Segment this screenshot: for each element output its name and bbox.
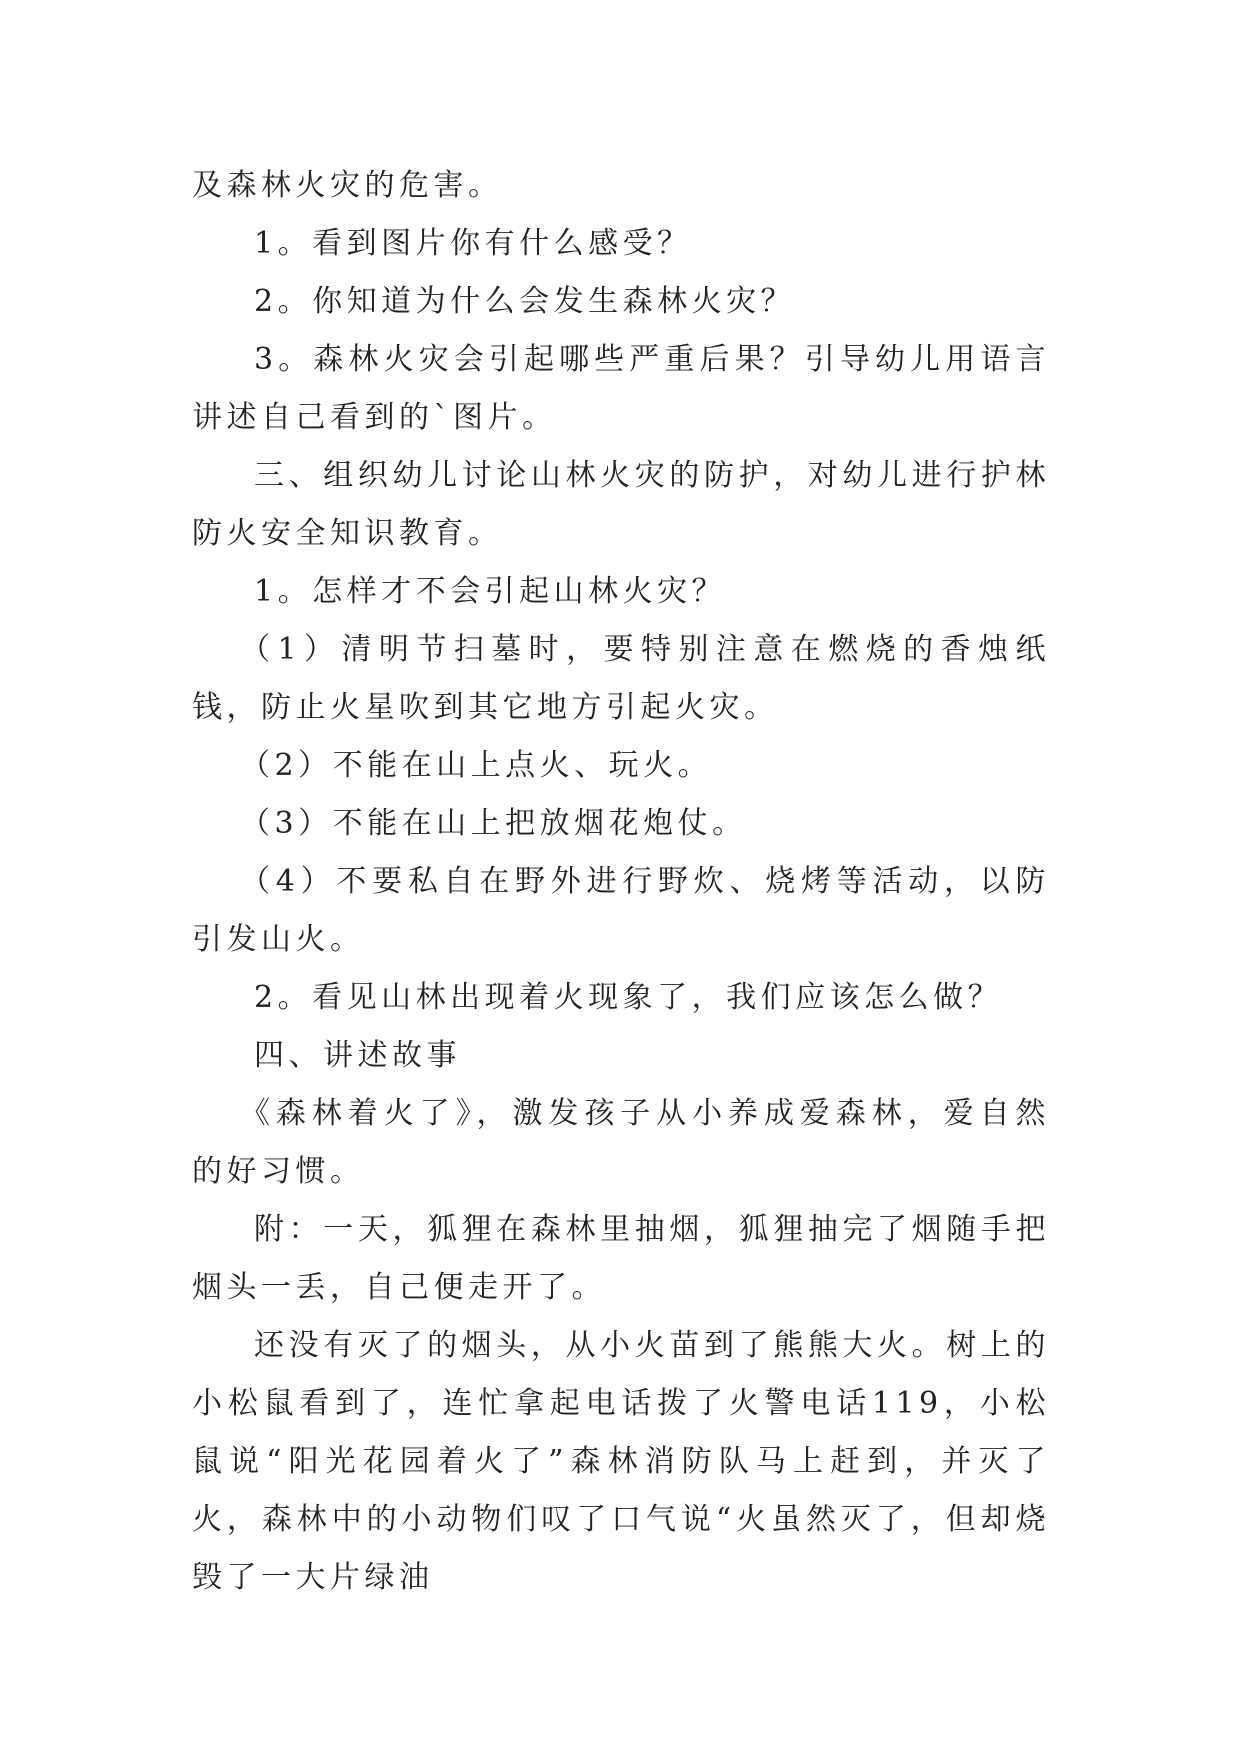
paragraph: 还没有灭了的烟头，从小火苗到了熊熊大火。树上的小松鼠看到了，连忙拿起电话拨了火警电话119，小松鼠说“阳光花园着火了”森林消防队马上赶到，并灭了火，森林中的小动物们叹了口气说“火虽然灭了，但却烧毁了一大片绿油 xyxy=(192,1328,1050,1595)
section-heading: 四、讲述故事 xyxy=(254,1038,461,1073)
list-item: （1）清明节扫墓时，要特别注意在燃烧的香烛纸钱，防止火星吹到其它地方引起火灾。 xyxy=(192,632,1050,725)
paragraph: 2。你知道为什么会发生森林火灾？ xyxy=(254,284,796,319)
list-item: （4）不要私自在野外进行野炊、烧烤等活动，以防引发山火。 xyxy=(192,864,1050,957)
list-item: （3）不能在山上把放烟花炮仗。 xyxy=(240,806,747,841)
paragraph: 1。看到图片你有什么感受？ xyxy=(254,226,692,261)
paragraph: 1。怎样才不会引起山林火灾？ xyxy=(254,574,727,609)
paragraph: 2。看见山林出现着火现象了，我们应该怎么做？ xyxy=(254,980,1003,1015)
paragraph: 《森林着火了》，激发孩子从小养成爱森林，爱自然的好习惯。 xyxy=(192,1096,1050,1189)
section-heading: 三、组织幼儿讨论山林火灾的防护，对幼儿进行护林防火安全知识教育。 xyxy=(192,458,1050,551)
paragraph: 附：一天，狐狸在森林里抽烟，狐狸抽完了烟随手把烟头一丢，自己便走开了。 xyxy=(192,1212,1050,1305)
paragraph: 3。森林火灾会引起哪些严重后果？引导幼儿用语言讲述自己看到的`图片。 xyxy=(192,342,1050,435)
document-body xyxy=(192,157,1050,1607)
list-item: （2）不能在山上点火、玩火。 xyxy=(240,748,713,783)
paragraph: 及森林火灾的危害。 xyxy=(192,168,503,203)
